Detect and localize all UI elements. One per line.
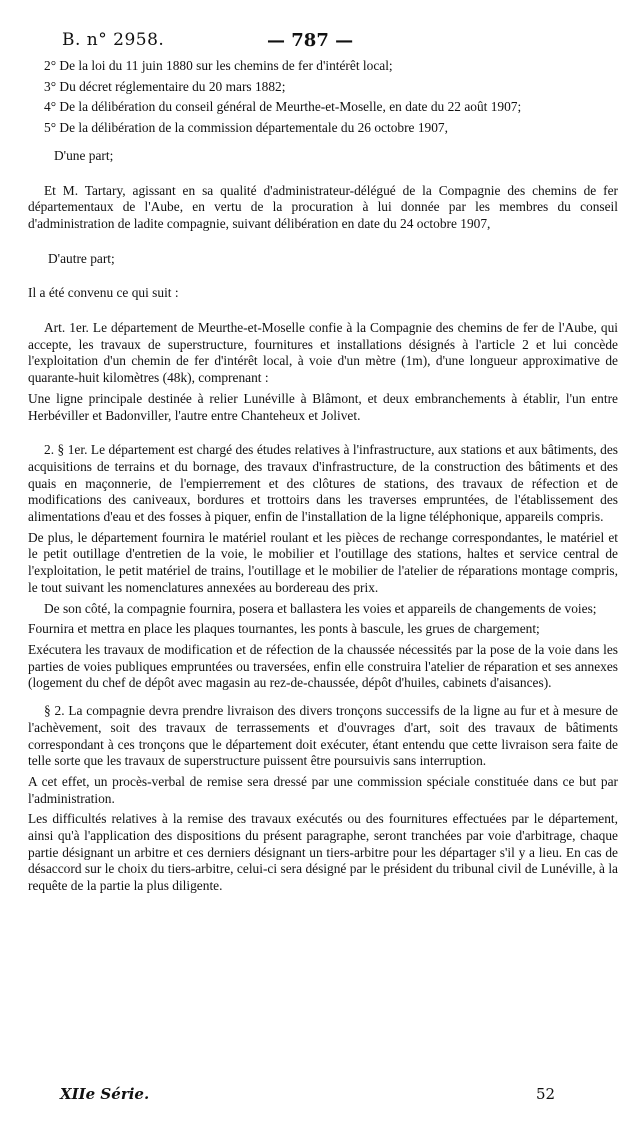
paragraph-de-son-cote: De son côté, la compagnie fournira, posera et ballastera les voies et appareils de changements de voies; <box>44 600 597 616</box>
sheet-number: 52 <box>536 1085 556 1103</box>
paragraph-a-cet-effet: A cet effet, un procès-verbal de remise sera dressé par une commission spéciale constituée dans ce but par l'administration. <box>28 773 618 806</box>
paragraph-et-m-tartary: Et M. Tartary, agissant en sa qualité d'administrateur-délégué de la Compagnie des chemins de fer départementaux de l'Aube, en vertu de la procuration à lui donnée par les membres du conseil d'administration de ladite compagnie, suivant délibération en date du 24 octobre 1907, <box>28 182 618 231</box>
page-number: — 787 — <box>267 30 354 51</box>
paragraph-de-plus: De plus, le département fournira le matériel roulant et les pièces de rechange correspondantes, le matériel et le petit outillage d'entretien de la voie, le mobilier et l'outillage des stations, haltes et service central de l'exploitation, le petit matériel de trains, l'outillage et le mobilier de l'atelier de réparations montage compris, le tout suivant les nomenclatures annexées au bordereau des prix. <box>28 529 618 595</box>
paragraph-s2: § 2. La compagnie devra prendre livraison des divers tronçons successifs de la ligne au fur et à mesure de l'achèvement, soit des travaux de terrassements et d'ouvrages d'art, soit des travaux de bâtiments correspondant à ces tronçons que le département doit exécuter, étant entendu que cette livraison sera faite de telle sorte que les travaux de superstructure puissent être poursuivis sans interruption. <box>28 703 618 769</box>
paragraph-executera: Exécutera les travaux de modification et de réfection de la chaussée nécessités par la pose de la voie dans les parties de voies publiques empruntées ou traversées, enfin elle construira l'atelier de réparation et ses annexes (logement du chef de dépôt avec magasin au rez-de-chaussée, dépôt d'huiles, cabinets d'aisances). <box>28 641 618 691</box>
paragraph-difficultes: Les difficultés relatives à la remise des travaux exécutés ou des fournitures effectuées par le département, ainsi qu'à l'application des dispositions du présent paragraphe, seront tranchées par voie d'arbitrage, chaque partie désignant un arbitre et ces derniers désignant un tiers-arbitre pour les départager s'il y a lieu. En cas de désaccord sur le choix du tiers-arbitre, celui-ci sera désigné par le président du tribunal civil de Lunéville, à la requête de la partie la plus diligente. <box>28 811 618 894</box>
paragraph-dautre-part: D'autre part; <box>48 250 115 266</box>
series-label: XIIe Série. <box>60 1085 150 1103</box>
paragraph-article-2-s1: 2. § 1er. Le département est chargé des études relatives à l'infrastructure, aux stations et aux bâtiments, des acquisitions de terrains et du bornage, des travaux d'infrastructure, de la construction des bâtiments et des quais en maçonnerie, de l'empierrement et des clôtures de stations, des travaux de réfection et de modifications des caniveaux, bordures et trottoirs dans les traverses empruntées, de l'établissement des alimentations d'eau et des fosses à piquer, enfin de l'installation de la ligne téléphonique, appareils compris. <box>28 442 618 525</box>
paragraph-dune-part: D'une part; <box>54 147 114 163</box>
paragraph-item-2: 2° De la loi du 11 juin 1880 sur les chemins de fer d'intérêt local; <box>44 58 393 73</box>
paragraph-convenu: Il a été convenu ce qui suit : <box>28 285 179 301</box>
paragraph-ligne-principale: Une ligne principale destinée à relier Lunéville à Blâmont, et deux embranchements à établir, l'un entre Herbéviller et Badonviller, l'autre entre Chanteheux et Jolivet. <box>28 390 618 423</box>
paragraph-item-5: 5° De la délibération de la commission départementale du 26 octobre 1907, <box>44 120 448 136</box>
page-footer <box>0 1085 638 1107</box>
document-body <box>28 58 618 895</box>
bulletin-number: B. n° 2958. <box>62 30 165 50</box>
paragraph-article-1: Art. 1er. Le département de Meurthe-et-Moselle confie à la Compagnie des chemins de fer de l'Aube, qui accepte, les travaux de superstructure, fournitures et installations désignés à l'article 2 et lui concède l'exploitation d'un chemin de fer d'intérêt local, à voie d'un mètre (1m), d'une longueur approximative de quarante-huit kilomètres (48k), comprenant : <box>28 320 618 386</box>
page-header <box>0 30 638 54</box>
paragraph-item-3: 3° Du décret réglementaire du 20 mars 1882; <box>44 78 286 94</box>
paragraph-fournira: Fournira et mettra en place les plaques tournantes, les ponts à bascule, les grues de chargement; <box>28 621 540 637</box>
paragraph-item-4: 4° De la délibération du conseil général de Meurthe-et-Moselle, en date du 22 août 1907; <box>44 99 522 115</box>
